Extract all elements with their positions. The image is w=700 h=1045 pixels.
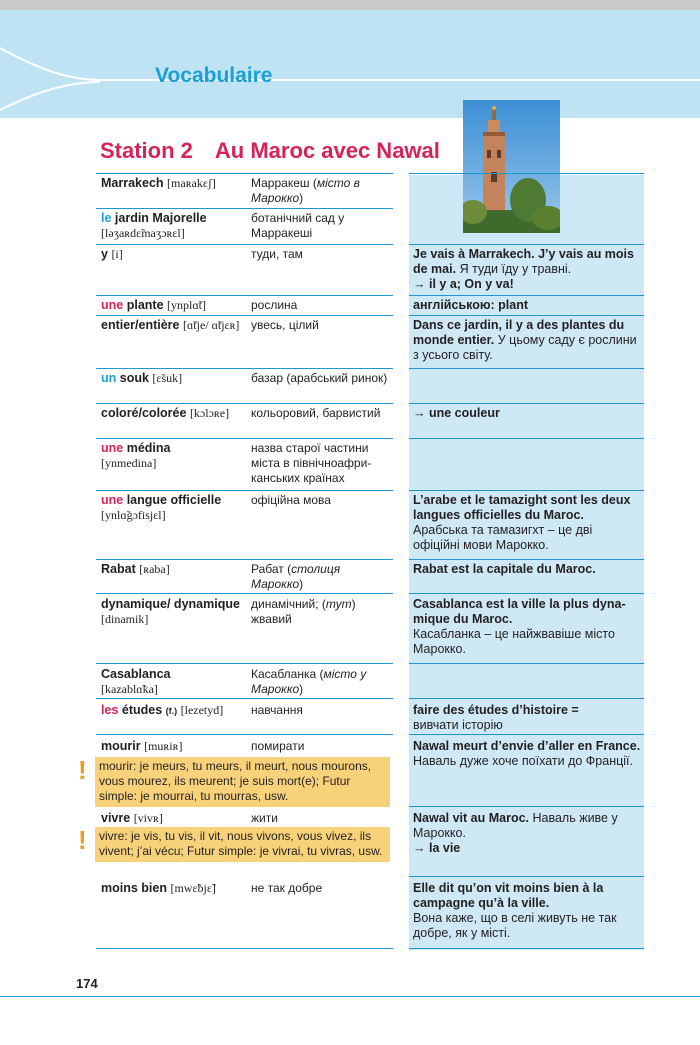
- vocab-translation: ботанічний сад у Марракеші: [251, 211, 345, 240]
- vocab-word: mourir [muʀiʀ]: [101, 739, 183, 753]
- table-rule: [409, 876, 644, 877]
- table-rule: [409, 368, 644, 369]
- vocab-word: le jardin Majorelle [ləʒaʀdɛ̃maʒɔʀɛl]: [101, 211, 207, 240]
- table-rule: [96, 368, 393, 369]
- vocab-translation: туди, там: [251, 247, 303, 261]
- vocab-translation: навчання: [251, 703, 303, 717]
- table-rule: [96, 948, 393, 949]
- vocab-example: Je vais à Marrakech. J’y vais au mois de mai. Я туди їду у травні. → il y a; On y va!: [413, 247, 634, 291]
- header-band: [0, 10, 700, 118]
- station-subtitle: Au Maroc avec Nawal: [214, 138, 440, 163]
- vocab-example: Casablanca est la ville la plus dynamique du Maroc. Касабланка – це найжвавіше місто Марокко.: [413, 597, 626, 656]
- table-rule: [409, 806, 644, 807]
- page-number: 174: [76, 976, 98, 991]
- conjugation-note: vivre: je vis, tu vis, il vit, nous vivons, vous vivez, ils vivent; j’ai vécu; Futur simple: je vivrai, tu vivras, usw.: [95, 827, 390, 862]
- vocab-example: L’arabe et le tamazight sont les deux langues officielles du Maroc. Арабська та тамазигхт – це дві офіційні мови Марокко.: [413, 493, 631, 552]
- table-rule: [96, 593, 393, 594]
- vocab-example: Nawal meurt d’envie d’aller en France. Наваль дуже хоче поїхати до Франції.: [413, 739, 641, 768]
- vocab-translation: офіційна мова: [251, 493, 331, 507]
- vocab-example: англійською: plant: [413, 298, 529, 312]
- table-rule: [96, 208, 393, 209]
- vocab-example: Rabat est la capitale du Maroc.: [413, 562, 596, 576]
- top-edge: [0, 0, 700, 10]
- vocab-word: Casablanca [kazablɑ̃ka]: [101, 667, 171, 696]
- table-rule: [409, 244, 644, 245]
- vocab-word: une langue officielle [ynlɑ̃gɔfisjɛl]: [101, 493, 222, 522]
- vocab-translation: Касабланка (місто у Марокко): [251, 667, 367, 696]
- vocab-translation: динамічний; (тут) жвавий: [251, 597, 356, 626]
- vocab-word: dynamique/ dynamique [dinamik]: [101, 597, 240, 626]
- vocab-word: coloré/colorée [kɔlɔʀe]: [101, 406, 230, 420]
- table-rule: [96, 663, 393, 664]
- table-rule: [96, 438, 393, 439]
- table-rule: [409, 438, 644, 439]
- table-rule: [96, 734, 393, 735]
- table-rule: [96, 315, 393, 316]
- vocab-translation: Рабат (столиця Марокко): [251, 562, 341, 591]
- vocab-translation: базар (арабський ринок): [251, 371, 388, 385]
- table-rule: [96, 698, 393, 699]
- table-rule: [96, 295, 393, 296]
- table-rule: [409, 315, 644, 316]
- section-title: [100, 138, 440, 164]
- footer-rule: [0, 996, 700, 997]
- table-rule: [409, 403, 644, 404]
- vocab-translation: кольоровий, барвистий: [251, 406, 381, 420]
- vocab-translation: Марракеш (місто в Марокко): [251, 176, 360, 205]
- vocab-example: Dans ce jardin, il y a des plantes du monde entier. У цьому саду є рослини з усього світу.: [413, 318, 637, 362]
- exclamation-icon: !: [78, 825, 87, 855]
- vocab-translation: увесь, цілий: [251, 318, 319, 332]
- vocab-translation: не так добре: [251, 881, 323, 895]
- vocab-word: une médina [ynmedina]: [101, 441, 171, 470]
- vocab-word: entier/entière [ɑ̃tje/ ɑ̃tjɛʀ]: [101, 318, 240, 332]
- table-rule: [409, 698, 644, 699]
- vocab-example: → une couleur: [413, 406, 500, 420]
- vocab-word: les études (f.) [lezetyd]: [101, 703, 224, 717]
- table-rule: [96, 490, 393, 491]
- vocab-word: Rabat [ʀaba]: [101, 562, 170, 576]
- vocab-translation: помирати: [251, 739, 305, 753]
- vocab-translation: рослина: [251, 298, 298, 312]
- table-rule: [409, 734, 644, 735]
- table-rule: [409, 295, 644, 296]
- vocab-example: Elle dit qu’on vit moins bien à la campagne qu’à la ville. Вона каже, що в селі живуть не так добре, як у місті.: [413, 881, 617, 940]
- table-rule: [409, 663, 644, 664]
- page-title: Vocabulaire: [155, 64, 273, 87]
- vocab-word: un souk [ɛ̃suk]: [101, 371, 183, 385]
- table-rule: [409, 559, 644, 560]
- vocab-word: moins bien [mwɛ̃bjɛ̃]: [101, 881, 216, 895]
- table-rule: [96, 244, 393, 245]
- vocab-translation: назва старої частини міста в північноафриканських країнах: [251, 441, 372, 485]
- table-rule: [96, 173, 393, 174]
- station-number: Station 2: [100, 138, 193, 163]
- conjugation-note: mourir: je meurs, tu meurs, il meurt, nous mourons, vous mourez, ils meurent; je suis mort(e); Futur simple: je mourrai, tu mourras, usw.: [95, 757, 390, 807]
- vocab-word: y [i]: [101, 247, 123, 261]
- table-rule: [409, 173, 644, 174]
- vocab-word: Marrakech [maʀakɛʃ]: [101, 176, 216, 190]
- header-wave-decoration: [0, 10, 700, 118]
- table-rule: [409, 593, 644, 594]
- vocab-example: Nawal vit au Maroc. Наваль живе у Марокко. → la vie: [413, 811, 618, 855]
- vocab-word: une plante [ynplɑ̃t]: [101, 298, 206, 312]
- exclamation-icon: !: [78, 755, 87, 785]
- vocab-word: vivre [vivʀ]: [101, 811, 163, 825]
- table-rule: [409, 948, 644, 949]
- vocab-translation: жити: [251, 811, 278, 825]
- vocab-example: faire des études d’histoire = вивчати історію: [413, 703, 579, 732]
- koutoubia-mosque-photo: [463, 100, 560, 233]
- table-rule: [96, 559, 393, 560]
- table-rule: [409, 490, 644, 491]
- table-rule: [96, 403, 393, 404]
